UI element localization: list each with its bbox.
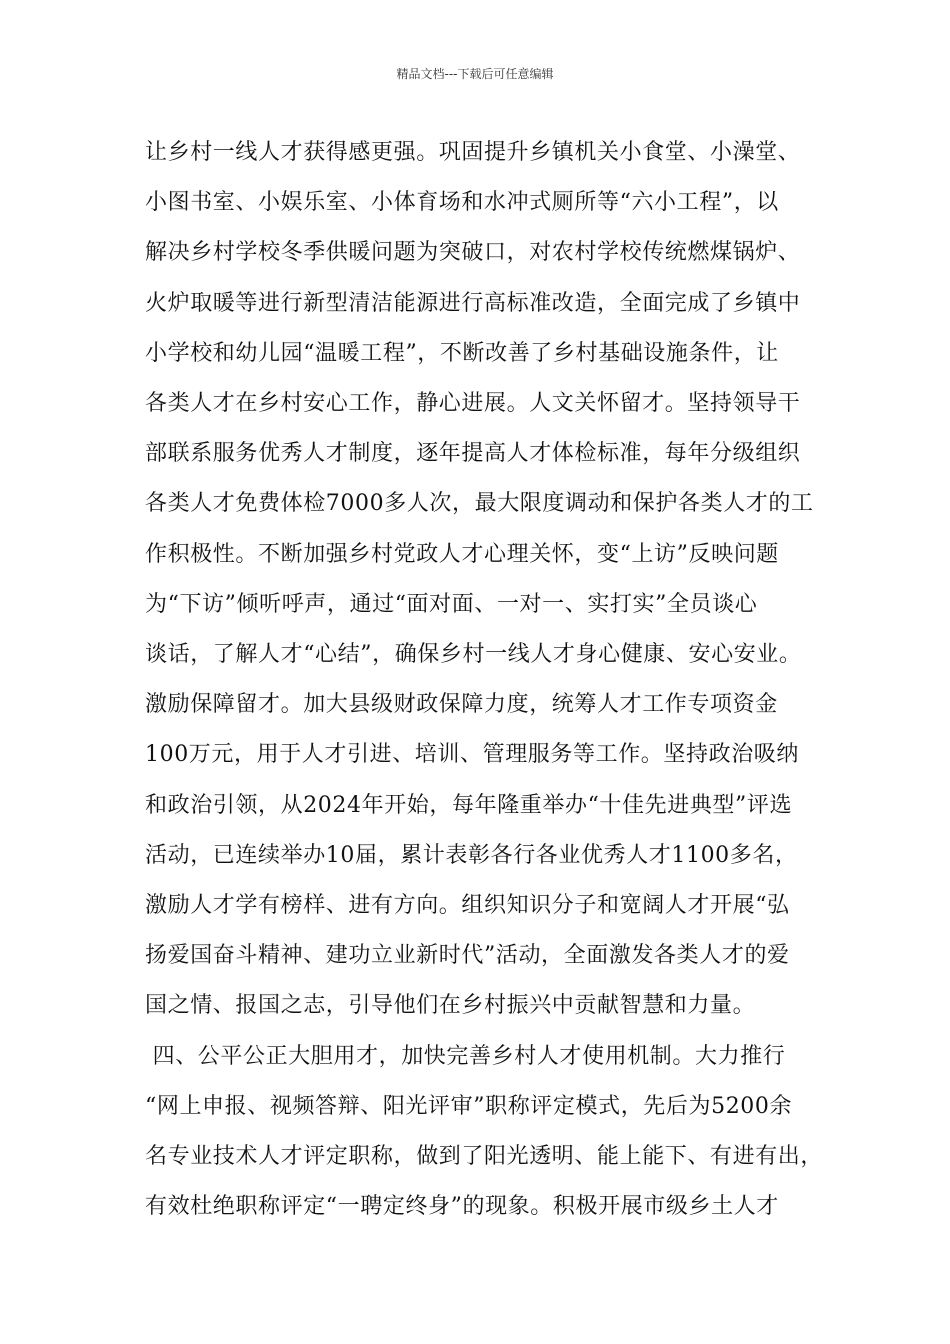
text-line: 有效杜绝职称评定“一聘定终身”的现象。积极开展市级乡土人才 bbox=[145, 1194, 779, 1219]
text-line: 各类人才免费体检7000多人次，最大限度调动和保护各类人才的工 bbox=[145, 491, 814, 516]
text-line: 为“下访”倾听呼声，通过“面对面、一对一、实打实”全员谈心 bbox=[145, 592, 758, 617]
text-line: 小图书室、小娱乐室、小体育场和水冲式厕所等“六小工程”，以 bbox=[145, 190, 779, 215]
text-line: 激励保障留才。加大县级财政保障力度，统筹人才工作专项资金 bbox=[145, 692, 778, 717]
text-line: 作积极性。不断加强乡村党政人才心理关怀，变“上访”反映问题 bbox=[145, 542, 779, 567]
text-line: 让乡村一线人才获得感更强。巩固提升乡镇机关小食堂、小澡堂、 bbox=[145, 140, 801, 165]
text-line: 火炉取暖等进行新型清洁能源进行高标准改造，全面完成了乡镇中 bbox=[145, 291, 801, 316]
text-line: 活动，已连续举办10届，累计表彰各行各业优秀人才1100多名， bbox=[145, 843, 798, 868]
text-line: 100万元，用于人才引进、培训、管理服务等工作。坚持政治吸纳 bbox=[145, 742, 799, 767]
text-line: 国之情、报国之志，引导他们在乡村振兴中贡献智慧和力量。 bbox=[145, 993, 756, 1018]
text-line: 四、公平公正大胆用才，加快完善乡村人才使用机制。大力推行 bbox=[145, 1044, 786, 1069]
text-line: 各类人才在乡村安心工作，静心进展。人文关怀留才。坚持领导干 bbox=[145, 391, 801, 416]
text-line: 解决乡村学校冬季供暖问题为突破口，对农村学校传统燃煤锅炉、 bbox=[145, 240, 801, 265]
text-line: 小学校和幼儿园“温暖工程”，不断改善了乡村基础设施条件，让 bbox=[145, 341, 779, 366]
text-line: 激励人才学有榜样、进有方向。组织知识分子和宽阔人才开展“弘 bbox=[145, 893, 790, 918]
text-line: 名专业技术人才评定职称，做到了阳光透明、能上能下、有进有出， bbox=[145, 1144, 824, 1169]
text-line: “网上申报、视频答辩、阳光评审”职称评定模式，先后为5200余 bbox=[145, 1094, 793, 1119]
page-header: 精品文档---下载后可任意编辑 bbox=[396, 67, 554, 81]
text-line: 扬爱国奋斗精神、建功立业新时代”活动，全面激发各类人才的爱 bbox=[145, 943, 790, 968]
text-line: 和政治引领，从2024年开始，每年隆重举办“十佳先进典型”评选 bbox=[145, 793, 793, 818]
text-line: 部联系服务优秀人才制度，逐年提高人才体检标准，每年分级组织 bbox=[145, 441, 801, 466]
text-line: 谈话，了解人才“心结”，确保乡村一线人才身心健康、安心安业。 bbox=[145, 642, 802, 667]
